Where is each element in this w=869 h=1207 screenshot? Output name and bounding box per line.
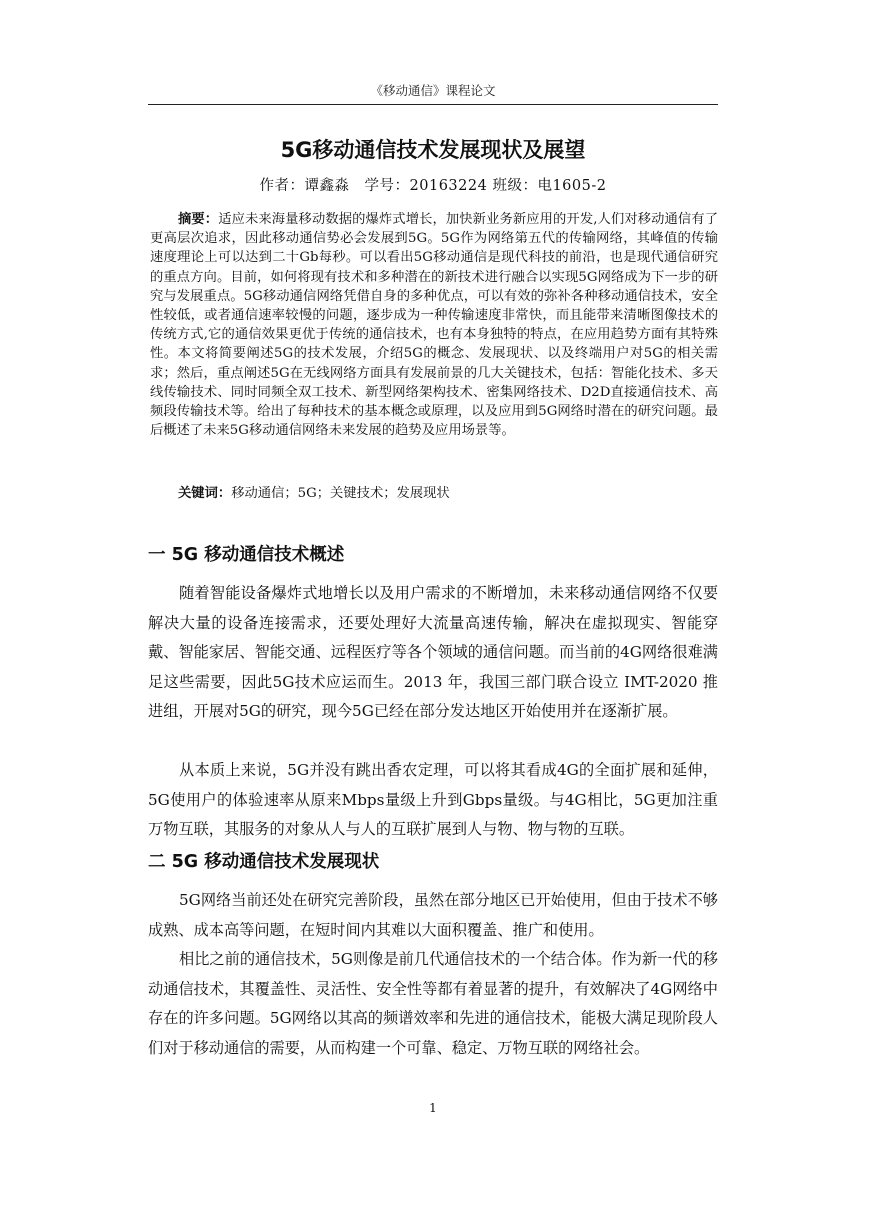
section-heading: 一 5G 移动通信技术概述 xyxy=(148,545,345,565)
running-header: 《移动通信》课程论文 xyxy=(370,83,496,98)
body-paragraph: 从本质上来说，5G并没有跳出香农定理，可以将其看成4G的全面扩展和延伸，5G使用户的体验速率从原来Mbps量级上升到Gbps量级。与4G相比，5G更加注重万物互联，其服务的对象从人与人的互联扩展到人与物、物与物的互联。 xyxy=(148,761,718,838)
keywords xyxy=(150,484,718,503)
paper-title: 5G移动通信技术发展现状及展望 xyxy=(280,138,586,162)
header-rule xyxy=(148,104,718,105)
abstract-text: 适应未来海量移动数据的爆炸式增长，加快新业务新应用的开发,人们对移动通信有了更高层次追求，因此移动通信势必会发展到5G。5G作为网络第五代的传输网络，其峰值的传输速度理论上可以达到二十Gb每秒。可以看出5G移动通信是现代科技的前沿，也是现代通信研究的重点方向。目前，如何将现有技术和多种潜在的新技术进行融合以实现5G网络成为下一步的研究与发展重点。5G移动通信网络凭借自身的多种优点，可以有效的弥补各种移动通信技术，安全性较低，或者通信速率较慢的问题，逐步成为一种传输速度非常快，而且能带来清晰图像技术的传统方式,它的通信效果更优于传统的通信技术，也有本身独特的特点，在应用趋势方面有其特殊性。本文将简要阐述5G的技术发展，介绍5G的概念、发展现状、以及终端用户对5G的相关需求；然后，重点阐述5G在无线网络方面具有发展前景的几大关键技术，包括：智能化技术、多天线传输技术、同时同频全双工技术、新型网络架构技术、密集网络技术、D2D直接通信技术、高频段传输技术等。给出了每种技术的基本概念或原理，以及应用到5G网络时潜在的研究问题。最后概述了未来5G移动通信网络未来发展的趋势及应用场景等。 xyxy=(150,212,718,439)
section-heading: 二 5G 移动通信技术发展现状 xyxy=(148,852,380,872)
body-paragraph: 随着智能设备爆炸式地增长以及用户需求的不断增加，未来移动通信网络不仅要解决大量的设备连接需求，还要处理好大流量高速传输，解决在虚拟现实、智能穿戴、智能家居、智能交通、远程医疗等各个领域的通信问题。而当前的4G网络很难满足这些需要，因此5G技术应运而生。2013 年，我国三部门联合设立 IMT-2020 推进组，开展对5G的研究，现今5G已经在部分发达地区开始使用并在逐渐扩展。 xyxy=(148,584,718,720)
abstract xyxy=(150,210,718,440)
keywords-label: 关键词： xyxy=(178,486,232,501)
body-paragraph: 5G网络当前还处在研究完善阶段，虽然在部分地区已开始使用，但由于技术不够成熟、成本高等问题，在短时间内其难以大面积覆盖、推广和使用。 xyxy=(148,891,718,939)
author-info: 作者：谭鑫淼 学号：20163224 班级：电1605-2 xyxy=(259,178,607,194)
page-number: 1 xyxy=(429,1101,437,1115)
body-paragraph: 相比之前的通信技术，5G则像是前几代通信技术的一个结合体。作为新一代的移动通信技术，其覆盖性、灵活性、安全性等都有着显著的提升，有效解决了4G网络中存在的许多问题。5G网络以其高的频谱效率和先进的通信技术，能极大满足现阶段人们对于移动通信的需要，从而构建一个可靠、稳定、万物互联的网络社会。 xyxy=(148,950,718,1057)
keywords-text: 移动通信；5G；关键技术；发展现状 xyxy=(231,486,450,501)
abstract-label: 摘要： xyxy=(178,212,219,227)
